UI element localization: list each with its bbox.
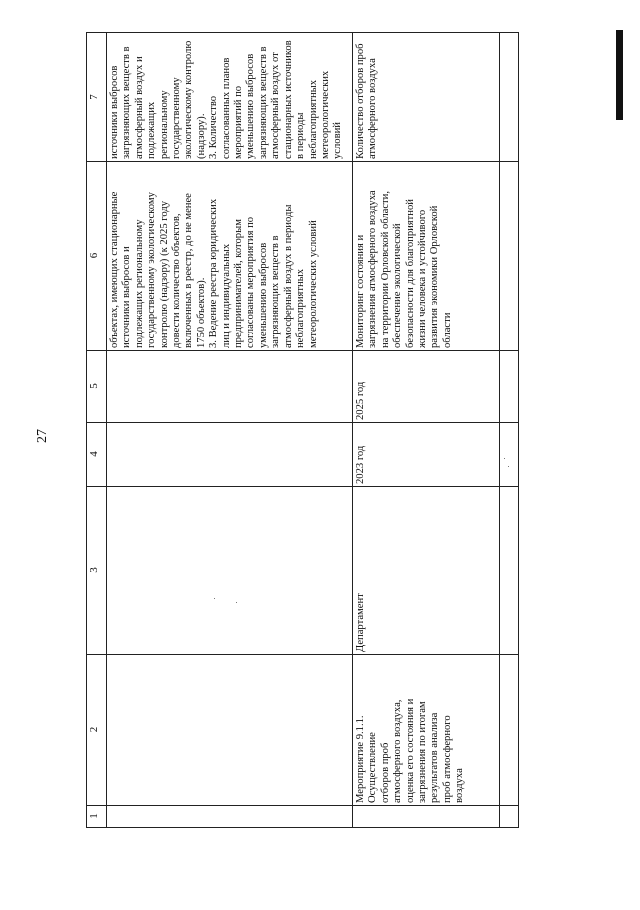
text-line: на территории Орловской области, <box>379 190 391 348</box>
scan-speck <box>504 458 505 459</box>
header-col-3: 3 <box>88 567 100 573</box>
text-line: региональному <box>158 90 170 159</box>
text-line: государственному экологическому <box>146 192 158 348</box>
text-line: отборов проб <box>379 742 391 803</box>
text-line: жизни человека и устойчивого <box>417 209 429 348</box>
text-line: безопасности для благоприятной <box>404 199 416 348</box>
text-line: Мониторинг состояния и <box>355 234 366 348</box>
measure-cell-start-date <box>355 424 499 484</box>
text-line: оценка его состояния и <box>404 698 416 803</box>
text-line: проб атмосферного <box>441 715 453 803</box>
measure-cell-executor <box>355 488 499 652</box>
text-line: государственному <box>171 77 183 159</box>
text-line: загрязняющих веществ в <box>270 235 282 348</box>
header-row-border <box>106 33 107 827</box>
text-line: стационарных источников <box>282 40 294 159</box>
text-line: подлежащих региональному <box>133 219 145 348</box>
header-col-2: 2 <box>88 726 100 733</box>
text-line: в периоды <box>295 112 307 159</box>
column-border <box>87 350 518 351</box>
column-border <box>87 422 518 423</box>
text-line: условий <box>332 122 344 159</box>
text-line: загрязняющих веществ в <box>257 46 269 159</box>
text-line: неблагоприятных <box>307 79 319 159</box>
text-line: метеорологических условий <box>307 220 319 348</box>
text-line: воздуха <box>454 768 466 803</box>
text-line: уменьшению выбросов <box>257 242 269 348</box>
text-line: 3. Количество <box>208 95 220 159</box>
text-line: атмосферный воздух и <box>133 56 145 159</box>
text-line: атмосферный воздух от <box>270 52 282 159</box>
measure-cell-title <box>355 655 499 803</box>
text-line: обеспечение экологической <box>392 223 404 348</box>
text-line: 1750 объектов). <box>195 277 207 348</box>
text-line: экологическому контролю <box>183 40 195 159</box>
text-line: неблагоприятных <box>295 268 307 348</box>
measure-cell-indicator <box>355 35 499 159</box>
text-line: (надзору). <box>195 113 207 159</box>
text-line: лиц и индивидуальных <box>220 243 232 348</box>
header-col-6: 6 <box>88 252 100 259</box>
continuation-cell-results <box>109 162 351 348</box>
text-line: метеорологических <box>319 70 331 159</box>
text-line: контролю (надзору) (к 2025 году <box>158 200 170 348</box>
text-line: включенных в реестр, до не менее <box>183 193 195 348</box>
text-line: 3. Ведение реестра юридических <box>208 198 220 348</box>
page-number: 27 <box>35 429 50 443</box>
measure-cell-expected-result <box>355 162 499 348</box>
header-col-5: 5 <box>88 383 100 389</box>
text-line: атмосферного воздуха <box>367 58 379 159</box>
text-line: загрязняющих веществ в <box>121 46 133 159</box>
text-line: предпринимателей, которым <box>233 219 245 348</box>
text-line: результатов анализа <box>429 712 441 803</box>
text-line: загрязнения по итогам <box>417 701 429 803</box>
text-line: Количество отборов проб <box>355 43 366 159</box>
text-line: согласованы мероприятия по <box>245 216 257 348</box>
text-line: Осуществление <box>367 732 379 803</box>
header-col-7: 7 <box>88 94 100 100</box>
landscape-table <box>86 32 519 828</box>
text-line: атмосферного воздуха, <box>392 699 404 803</box>
text-line: области <box>441 312 453 348</box>
text-line: развития экономики Орловской <box>429 205 441 348</box>
measure-cell-end-date <box>355 352 499 420</box>
column-border <box>87 805 518 806</box>
text-line: Мероприятие 9.1.1. <box>355 715 366 803</box>
text-line: 2025 год <box>355 381 366 420</box>
text-line: мероприятий по <box>233 85 245 159</box>
text-line: Департамент <box>355 593 366 652</box>
row-border <box>352 33 353 827</box>
text-line: подлежащих <box>146 101 158 159</box>
scan-speck <box>236 602 237 603</box>
text-line: уменьшению выбросов <box>245 53 257 159</box>
scan-edge-mark <box>616 30 623 120</box>
text-line: 2023 год <box>355 445 366 484</box>
text-line: согласованных планов <box>220 57 232 159</box>
continuation-cell-indicators <box>109 35 351 159</box>
text-line: источники выбросов <box>109 65 120 159</box>
text-line: объектах, имеющих стационарные <box>109 191 120 348</box>
text-line: загрязнения атмосферного воздуха <box>367 190 379 348</box>
row-border <box>499 33 500 827</box>
text-line: атмосферный воздух в периоды <box>282 204 294 348</box>
scan-speck <box>214 598 215 599</box>
column-border <box>87 486 518 487</box>
header-col-1: 1 <box>88 813 100 819</box>
header-col-4: 4 <box>88 451 100 457</box>
text-line: источники выбросов и <box>121 246 133 348</box>
text-line: довести количество объектов, <box>171 213 183 348</box>
scan-speck <box>508 466 509 467</box>
